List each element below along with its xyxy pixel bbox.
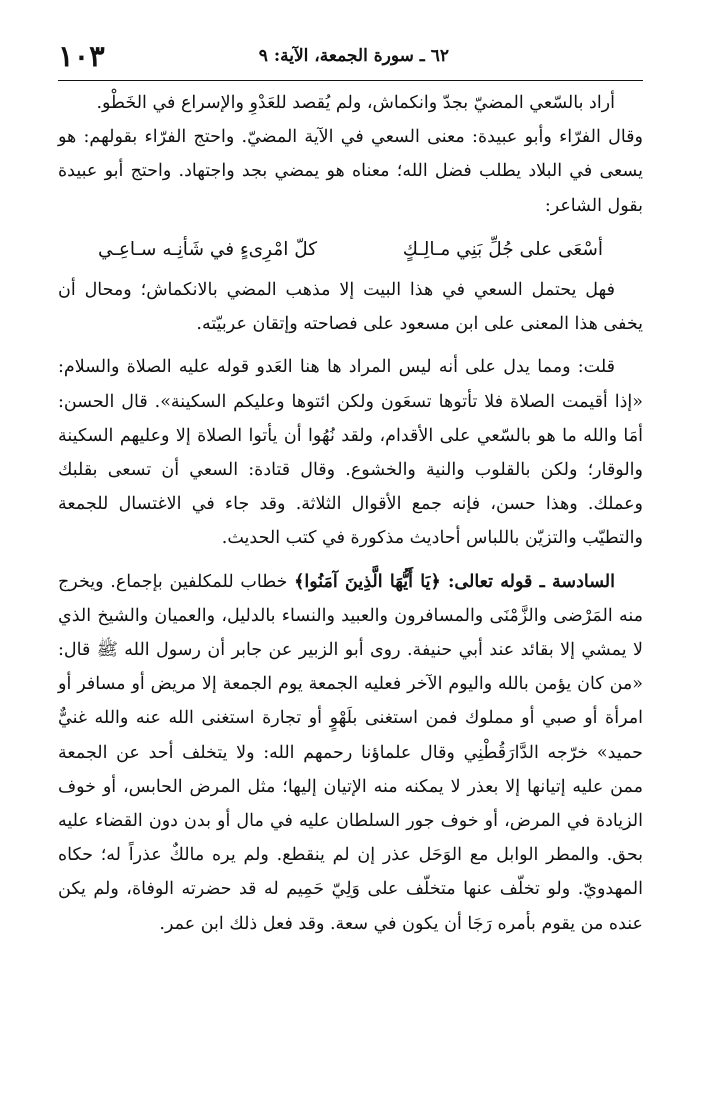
page-header [58,36,643,76]
paragraph-1: أراد بالسّعي المضيّ بجدّ وانكماش، ولم يُقصد للعَدْوِ والإسراع في الخَطْو. [96,93,615,113]
section-sixth-heading: السادسة ـ قوله تعالى: ﴿يَا أَيُّهَا الَّذِينَ آمَنُوا﴾ [294,571,615,592]
paragraph-5-text: خطاب للمكلفين بإجماع. ويخرج منه المَرْضى والزَّمْنَى والمسافرون والعبيد والنساء بالدليل، والعميان والشيخ الذي لا يمشي إلا بقائد عند أبي حنيفة. روى أبو الزبير عن جابر أن رسول الله ﷺ قال: «من كان يؤمن بالله واليوم الآخر فعليه الجمعة يوم الجمعة إلا مريض أو مسافر أو امرأة أو صبي أو مملوك فمن استغنى بلَهْوٍ أو تجارة استغنى الله عنه والله غنيٌّ حميد» خرّجه الدَّارَقُطْنِي وقال علماؤنا رحمهم الله: ولا يتخلف أحد عن الجمعة ممن عليه إتيانها إلا بعذر لا يمكنه منه الإتيان إليها؛ مثل المرض الحابس، أو خوف الزيادة في المرض، أو خوف جور السلطان عليه في مال أو بدن دون القضاء عليه بحق. والمطر الوابل مع الوَحَل عذر إن لم ينقطع. ولم يره مالكٌ عذراً له؛ حكاه المهدويّ. ولو تخلّف عنها متخلّف على وَلِيّ حَمِيم له قد حضرته الوفاة، ولم يكن عنده من يقوم بأمره رَجَا أن يكون في سعة. وقد فعل ذلك ابن عمر. [58,571,643,934]
paragraph-3: فهل يحتمل السعي في هذا البيت إلا مذهب المضي بالانكماش؛ ومحال أن يخفى هذا المعنى على ابن مسعود على فصاحته وإتقان عربيّته. [58,280,643,335]
paragraph-2: وقال الفرّاء وأبو عبيدة: معنى السعي في الآية المضيّ. واحتج الفرّاء بقولهم: هو يسعى في البلاد يطلب فضل الله؛ معناه هو يمضي بجد واجتهاد. واحتج أبو عبيدة بقول الشاعر: [58,127,643,216]
page-number: ١٠٣ [58,39,105,73]
poem-verse [58,233,643,267]
paragraph-4: قلت: ومما يدل على أنه ليس المراد ها هنا العَدو قوله عليه الصلاة والسلام: «إذا أقيمت الصلاة فلا تأتوها تسعَون ولكن ائتوها وعليكم السكينة». قال الحسن: أمَا والله ما هو بالسّعي على الأقدام، ولقد نُهُوا أن يأتوا الصلاة إلا وعليهم السكينة والوقار؛ ولكن بالقلوب والنية والخشوع. وقال قتادة: السعي أن تسعى بقلبك وعملك. وهذا حسن، فإنه جمع الأقوال الثلاثة. وقد جاء في الاغتسال للجمعة والتطيّب والتزيّن باللباس أحاديث مذكورة في كتب الحديث. [58,357,643,549]
paragraph-5 [58,565,643,941]
verse-first-hemistich: أسْعَى على جُلِّ بَنِي مـالِـكٍ [402,238,603,260]
body-text [58,86,643,941]
running-title: ٦٢ ـ سورة الجمعة، الآية: ٩ [258,46,449,66]
verse-second-hemistich: كلّ امْرِىءٍ في شَأنِـه سـاعِـي [98,238,318,260]
header-rule [58,80,643,81]
